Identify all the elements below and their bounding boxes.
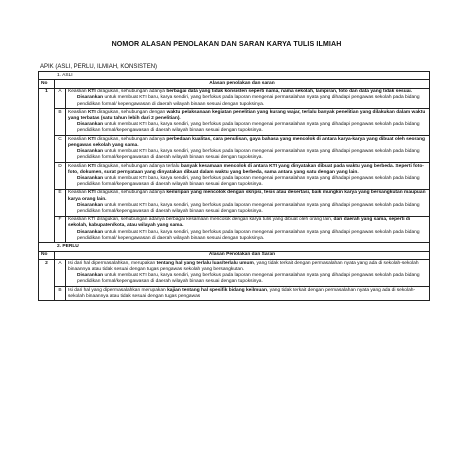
row-reason: [66, 216, 430, 243]
reason-rest: diragukan, sehubungan adanya terlalu: [95, 163, 181, 169]
table-row: [39, 189, 430, 216]
table-row: [39, 88, 430, 109]
suggestion-label: Disarankan: [77, 149, 104, 155]
row-reason: [66, 136, 430, 163]
row-reason: [66, 286, 430, 301]
column-no-header: No: [39, 251, 55, 259]
reason-kti: KTI: [87, 190, 96, 196]
reason-kti: KTI: [87, 89, 96, 95]
suggestion-text: untuk membuat KTI baru, karya sendiri, yang berfokus pada laporan mengenai permasalahan nyata yang dihadapi pengawas sekolah pada bidang pendidikan formal/kepengawasan di daerah wilayah binaan sesuai dengan tupoksinya.: [77, 202, 420, 214]
document-subtitle: APIK (ASLI, PERLU, ILMIAH, KONSISTEN): [40, 64, 158, 70]
reason-lead: Keaslian: [68, 109, 88, 115]
reason-lead: Keaslian: [68, 163, 88, 169]
column-header-row: [39, 80, 430, 88]
reason-rest: diragukan, sehubungan dengan: [95, 109, 167, 115]
reason-lead: Keaslian: [68, 136, 88, 142]
section-number: 2: [39, 260, 55, 301]
row-letter: C: [55, 136, 66, 163]
table-row: [39, 162, 430, 189]
reason-kti: KTI: [87, 136, 96, 142]
suggestion-text: untuk membuat KTI baru, karya sendiri, yang berfokus pada laporan mengenai permasalahan nyata yang dihadapi pengawas sekolah pada bidang pendidikan formal/kepengawasan di daerah wilayah binaan sesuai dengan tupoksinya.: [77, 175, 420, 188]
document-title: NOMOR ALASAN PENOLAKAN DAN SARAN KARYA TULIS ILMIAH: [111, 40, 342, 48]
row-letter: F: [55, 216, 66, 243]
reason-bold: perbedaan kualitas, cara penulisan, gaya bahasa yang mencolok di antara karya-karya yang dibuat oleh seorang pengawas sekolah yang sama.: [68, 136, 426, 148]
table-row: [39, 136, 430, 163]
reason-rest: diragukan, sehubungan adanya: [95, 136, 167, 142]
row-reason: [66, 189, 430, 216]
suggestion-label: Disarankan: [77, 175, 104, 181]
row-letter: A: [55, 88, 66, 109]
reason-kti: KTI: [87, 109, 96, 115]
reason-bold: banyak kesamaan mencolok di antara KTI yang dinyatakan dibuat pada waktu yang berbeda. Seperti foto-foto, dokumen, surat pernyataan yang dinyatakan dibuat dalam waktu yang berbeda, sama antara yang satu dengan yang lain.: [68, 163, 424, 175]
section-2-header-row: [39, 243, 430, 251]
section-heading: 2. PERLU: [39, 243, 430, 251]
reason-suggestion: [68, 273, 427, 285]
reason-bold: tentang hal yang terlalu luas/terlalu umum: [156, 260, 254, 266]
suggestion-label: Disarankan: [77, 95, 104, 101]
reason-lead: Keaslian: [68, 190, 88, 196]
row-letter: B: [55, 109, 66, 136]
suggestion-text: untuk membuat KTI baru, karya sendiri, yang berfokus pada laporan mengenai permasalahan nyata yang dihadapi pengawas sekolah pada bidang pendidikan formal/kepengawasan di daerah wilayah binaan sesuai dengan tupoksinya.: [77, 273, 420, 285]
reason-lead: Isi dari hal yang dipermasalahkan merupakan: [68, 287, 168, 293]
section-number: 1: [39, 88, 55, 243]
column-reason-header: Alasan Penolakan dan Saran: [55, 251, 430, 259]
reason-rest: , yang tidak terkait dengan permasalahan nyata yang ada di sekolah-sekolah binaannya atau tidak sesuai dengan tugas pengawas sekolah yang bersangkutan.: [68, 260, 419, 272]
row-letter: E: [55, 189, 66, 216]
row-letter: A: [55, 260, 66, 287]
section-1-header-row: [39, 72, 430, 80]
column-no-header: No: [39, 80, 55, 88]
suggestion-text: untuk membuat KTI baru, karya sendiri, yang berfokus pada laporan mengenai permasalahan nyata yang dihadapi pengawas sekolah pada bidang pendidikan formal/kepengawasan di daerah wilayah binaan sesuai dengan tupoksinya.: [77, 122, 420, 134]
column-reason-header: Alasan penolakan dan saran: [55, 80, 430, 88]
reason-suggestion: [68, 176, 427, 188]
reason-suggestion: [68, 203, 427, 215]
reason-lead: Keaslian: [68, 89, 88, 95]
suggestion-label: Disarankan: [77, 273, 104, 278]
table-row: [39, 260, 430, 287]
suggestion-text: untuk membuat KTI baru, karya sendiri, yang berfokus pada laporan mengenai permasalahan nyata yang dihadapi pengawas sekolah pada bidang pendidikan formal/kepengawasan di daerah wilayah binaan sesuai dengan tupoksinya.: [77, 149, 420, 161]
suggestion-label: Disarankan: [77, 202, 104, 208]
suggestion-text: untuk membuat KTI baru, karya sendiri, yang berfokus pada laporan mengenai permasalahan nyata yang dihadapi pengawas sekolah pada bidang pendidikan formal/ kepengawasan di daerah wilayah binaan sesuai dengan tupoksinya.: [77, 95, 420, 107]
section-heading: 1. ASLI: [39, 72, 430, 80]
suggestion-text: untuk membuat KTI baru, karya sendiri, yang berfokus pada laporan mengenai permasalahan nyata yang dihadapi pengawas sekolah pada bidang pendidikan formal/ kepengawasan di daerah wilayah binaan sesuai dengan tupoksinya.: [77, 229, 420, 241]
reason-suggestion: [68, 149, 427, 161]
reason-suggestion: [68, 122, 427, 134]
row-reason: [66, 109, 430, 136]
row-reason: [66, 88, 430, 109]
reason-rest: diragukan, sehubungan adanya: [95, 89, 167, 95]
row-reason: [66, 162, 430, 189]
reason-bold: berbagai data yang tidak konsisten seperti nama, nama sekolah, lampiran, foto dan data yang tidak sesuai.: [166, 89, 413, 95]
reason-lead: Keaslian KTI diragukan, sehubungan adanya berbagai kesamaan mencolok dengan karya tulis yang dibuat oleh orang lain,: [68, 217, 334, 223]
suggestion-label: Disarankan: [77, 229, 104, 235]
reason-rest: , yang tidak terkait dengan permasalahan nyata yang ada di sekolah-sekolah binaannya atau tidak sesuai dengan tugas pengawas: [68, 287, 416, 299]
reason-bold: dari daerah yang sama, seperti di sekolah, kabupaten/kota, atau wilayah yang sama.: [68, 217, 411, 229]
column-header-row: [39, 251, 430, 259]
table-row: [39, 109, 430, 136]
reason-bold: waktu pelaksanaan kegiatan penelitian yang kurang wajar, terlalu banyak penelitian yang dilakukan dalam waktu yang terbatas (satu tahun lebih dari 2 penelitian).: [68, 109, 426, 122]
reason-lead: Isi dari hal dipermasalahkan, merupakan: [68, 260, 157, 266]
row-reason: [66, 260, 430, 287]
reason-bold: kemiripan yang mencolok dengan skripsi, tesis atau desertasi, baik mungkin karya yang bersangkutan maupuan karya orang lain.: [68, 190, 426, 202]
table-row: [39, 216, 430, 243]
row-letter: B: [55, 286, 66, 301]
table-row: [39, 286, 430, 301]
row-letter: D: [55, 162, 66, 189]
suggestion-label: Disarankan: [77, 122, 104, 128]
reasons-table: [38, 71, 430, 301]
reason-kti: KTI: [87, 163, 96, 169]
reason-rest: diragukan, sehubungan adanya: [95, 190, 167, 196]
reason-suggestion: [68, 95, 427, 107]
reason-bold: kajian tentang hal spesifik bidang keilmuan: [167, 287, 267, 293]
reason-suggestion: [68, 230, 427, 242]
